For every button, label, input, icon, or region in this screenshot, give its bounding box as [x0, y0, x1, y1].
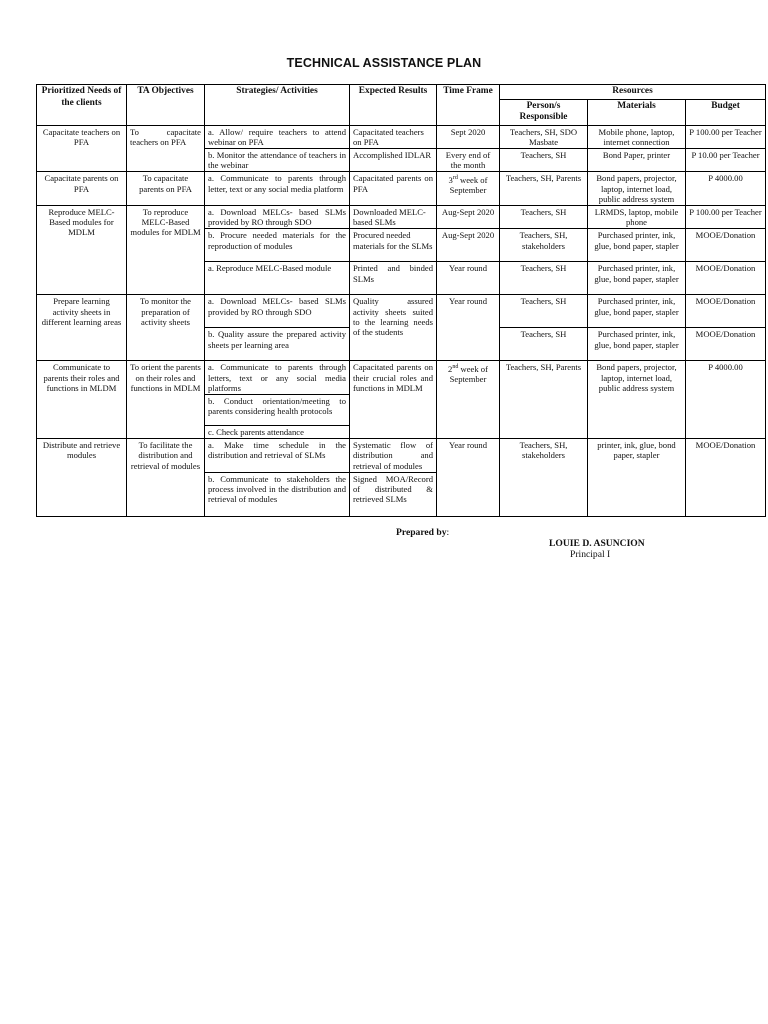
persons-cell: Teachers, SH, SDO Masbate	[500, 125, 588, 148]
result-cell: Capacitated teachers on PFA	[350, 125, 437, 148]
strategy-cell: a. Make time schedule in the distribution and retrieval of SLMs	[205, 439, 350, 473]
time-cell: Every end of the month	[437, 148, 500, 171]
header-materials: Materials	[588, 99, 686, 125]
result-cell: Capacitated parents on their crucial roles and functions in MDLM	[350, 361, 437, 439]
materials-cell: Bond Paper, printer	[588, 148, 686, 171]
strategy-cell: b. Conduct orientation/meeting to parents considering health protocols	[205, 394, 350, 425]
header-objectives: TA Objectives	[127, 85, 205, 126]
table-row	[37, 172, 766, 206]
objective-cell: To facilitate the distribution and retrieval of modules	[127, 439, 205, 517]
time-cell: Aug-Sept 2020	[437, 229, 500, 262]
document-title: TECHNICAL ASSISTANCE PLAN	[286, 56, 482, 70]
header-strategies: Strategies/ Activities	[205, 85, 350, 126]
header-needs: Prioritized Needs of the clients	[37, 85, 127, 126]
budget-cell: P 4000.00	[686, 361, 766, 439]
strategy-cell: b. Communicate to stakeholders the process involved in the distribution and retrieval of modules	[205, 472, 350, 516]
persons-cell: Teachers, SH	[500, 295, 588, 328]
need-cell: Distribute and retrieve modules	[37, 439, 127, 517]
table-row	[37, 361, 766, 395]
prepared-by-label: Prepared by:	[396, 527, 450, 538]
materials-cell: LRMDS, laptop, mobile phone	[588, 205, 686, 228]
budget-cell: P 10.00 per Teacher	[686, 148, 766, 171]
budget-cell: P 4000.00	[686, 172, 766, 206]
time-cell: Year round	[437, 295, 500, 361]
persons-cell: Teachers, SH, Parents	[500, 172, 588, 206]
table-row	[37, 295, 766, 328]
time-cell: 2nd week of September	[437, 361, 500, 439]
header-persons: Person/s Responsible	[500, 99, 588, 125]
strategy-cell: b. Quality assure the prepared activity sheets per learning area	[205, 328, 350, 361]
time-cell: Year round	[437, 262, 500, 295]
strategy-cell: c. Check parents attendance	[205, 425, 350, 438]
budget-cell: MOOE/Donation	[686, 328, 766, 361]
objective-cell: To orient the parents on their roles and functions in MDLM	[127, 361, 205, 439]
table-row	[37, 205, 766, 228]
budget-cell: MOOE/Donation	[686, 295, 766, 328]
persons-cell: Teachers, SH, Parents	[500, 361, 588, 439]
result-cell: Downloaded MELC-based SLMs	[350, 205, 437, 228]
result-cell: Printed and binded SLMs	[350, 262, 437, 295]
objective-cell: To capacitate parents on PFA	[127, 172, 205, 206]
strategy-cell: a. Download MELCs- based SLMs provided by RO through SDO	[205, 205, 350, 228]
strategy-cell: a. Download MELCs- based SLMs provided by RO through SDO	[205, 295, 350, 328]
signer-position: Principal I	[570, 549, 611, 560]
strategy-cell: a. Communicate to parents through letters, text or any social media platforms	[205, 361, 350, 395]
header-resources: Resources	[500, 85, 766, 100]
header-time-frame: Time Frame	[437, 85, 500, 126]
time-cell: Aug-Sept 2020	[437, 205, 500, 228]
need-cell: Capacitate teachers on PFA	[37, 125, 127, 172]
budget-cell: MOOE/Donation	[686, 439, 766, 517]
objective-cell: To reproduce MELC-Based modules for MDLM	[127, 205, 205, 294]
ta-plan-table	[36, 84, 766, 517]
materials-cell: Mobile phone, laptop, internet connection	[588, 125, 686, 148]
persons-cell: Teachers, SH	[500, 328, 588, 361]
budget-cell: MOOE/Donation	[686, 262, 766, 295]
persons-cell: Teachers, SH, stakeholders	[500, 229, 588, 262]
result-cell: Quality assured activity sheets suited to the learning needs of the students	[350, 295, 437, 361]
time-cell: 3rd week of September	[437, 172, 500, 206]
result-cell: Procured needed materials for the SLMs	[350, 229, 437, 262]
header-results: Expected Results	[350, 85, 437, 126]
need-cell: Prepare learning activity sheets in different learning areas	[37, 295, 127, 361]
header-budget: Budget	[686, 99, 766, 125]
budget-cell: P 100.00 per Teacher	[686, 205, 766, 228]
time-cell: Year round	[437, 439, 500, 517]
strategy-cell: b. Procure needed materials for the reproduction of modules	[205, 229, 350, 262]
need-cell: Capacitate parents on PFA	[37, 172, 127, 206]
table-row	[37, 125, 766, 148]
strategy-cell: a. Communicate to parents through letter, text or any social media platform	[205, 172, 350, 206]
strategy-cell: a. Reproduce MELC-Based module	[205, 262, 350, 295]
materials-cell: Purchased printer, ink, glue, bond paper, stapler	[588, 229, 686, 262]
result-cell: Capacitated parents on PFA	[350, 172, 437, 206]
objective-cell: To capacitate teachers on PFA	[127, 125, 205, 172]
materials-cell: Purchased printer, ink, glue, bond paper, stapler	[588, 295, 686, 328]
materials-cell: Bond papers, projector, laptop, internet load, public address system	[588, 361, 686, 439]
strategy-cell: b. Monitor the attendance of teachers in the webinar	[205, 148, 350, 171]
materials-cell: Purchased printer, ink, glue, bond paper, stapler	[588, 328, 686, 361]
persons-cell: Teachers, SH	[500, 262, 588, 295]
result-cell: Accomplished IDLAR	[350, 148, 437, 171]
budget-cell: MOOE/Donation	[686, 229, 766, 262]
objective-cell: To monitor the preparation of activity sheets	[127, 295, 205, 361]
persons-cell: Teachers, SH, stakeholders	[500, 439, 588, 517]
result-cell: Signed MOA/Record of distributed & retrieved SLMs	[350, 472, 437, 516]
time-cell: Sept 2020	[437, 125, 500, 148]
need-cell: Communicate to parents their roles and functions in MLDM	[37, 361, 127, 439]
result-cell: Systematic flow of distribution and retrieval of modules	[350, 439, 437, 473]
signer-name: LOUIE D. ASUNCION	[549, 538, 645, 549]
materials-cell: printer, ink, glue, bond paper, stapler	[588, 439, 686, 517]
materials-cell: Bond papers, projector, laptop, internet load, public address system	[588, 172, 686, 206]
persons-cell: Teachers, SH	[500, 205, 588, 228]
materials-cell: Purchased printer, ink, glue, bond paper, stapler	[588, 262, 686, 295]
budget-cell: P 100.00 per Teacher	[686, 125, 766, 148]
persons-cell: Teachers, SH	[500, 148, 588, 171]
strategy-cell: a. Allow/ require teachers to attend webinar on PFA	[205, 125, 350, 148]
table-row	[37, 439, 766, 473]
need-cell: Reproduce MELC-Based modules for MDLM	[37, 205, 127, 294]
